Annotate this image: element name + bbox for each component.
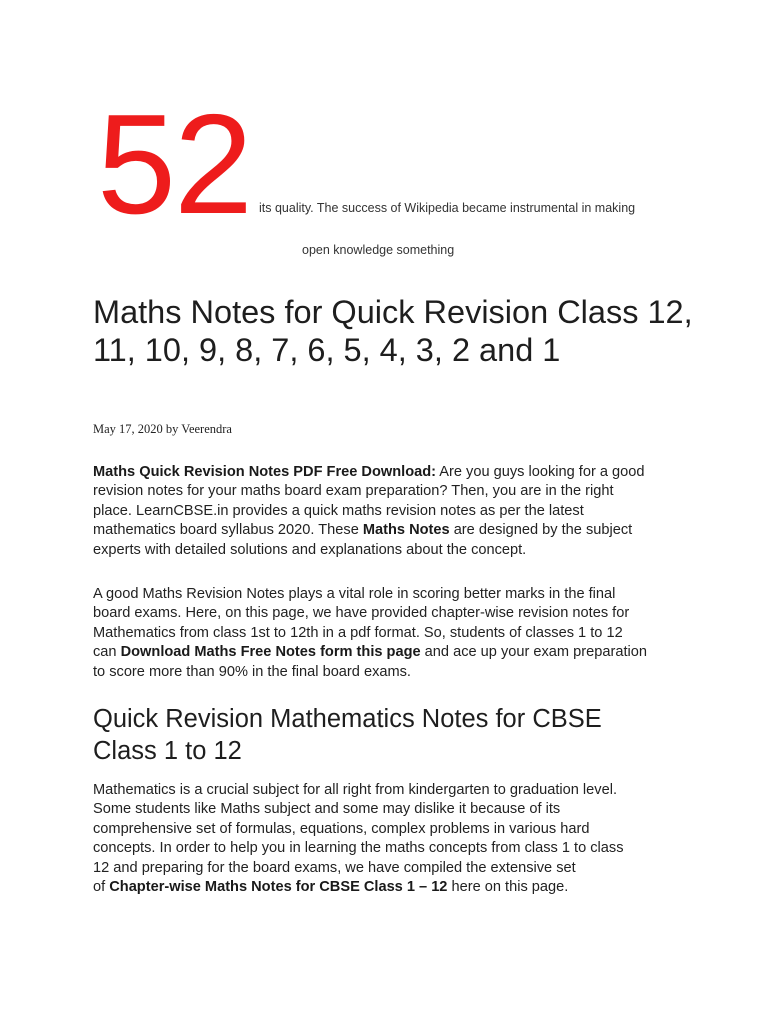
bold-download-phrase: Download Maths Free Notes form this page bbox=[120, 644, 421, 661]
paragraph-line: revision notes for your maths board exam preparation? Then, you are in the right bbox=[93, 483, 614, 500]
bold-notes-title: Chapter-wise Maths Notes for CBSE Class 1 – 12 bbox=[109, 879, 448, 896]
text-span: and ace up your exam preparation bbox=[420, 644, 647, 661]
paragraph-line: place. LearnCBSE.in provides a quick maths revision notes as per the latest bbox=[93, 502, 584, 519]
text-span: can bbox=[93, 644, 121, 661]
article-title: Maths Notes for Quick Revision Class 12, 11, 10, 9, 8, 7, 6, 5, 4, 3, 2 and 1 bbox=[93, 294, 693, 368]
paragraph-line: Mathematics is a crucial subject for all right from kindergarten to graduation level. bbox=[93, 782, 617, 798]
paragraph-line: Mathematics from class 1st to 12th in a pdf format. So, students of classes 1 to 12 bbox=[93, 624, 623, 641]
paragraph-line: concepts. In order to help you in learning the maths concepts from class 1 to class bbox=[93, 840, 624, 857]
paragraph-line: 12 and preparing for the board exams, we have compiled the extensive set bbox=[93, 859, 576, 876]
paragraph-line: board exams. Here, on this page, we have provided chapter-wise revision notes for bbox=[93, 605, 630, 622]
paragraph-intro bbox=[93, 463, 683, 560]
intro-text-line: its quality. The success of Wikipedia became instrumental in making bbox=[259, 201, 636, 215]
paragraph-subject-overview bbox=[93, 781, 683, 897]
paragraph-line bbox=[93, 463, 683, 482]
bold-term: Maths Notes bbox=[362, 522, 450, 539]
paragraph-line bbox=[93, 521, 683, 540]
paragraph-line: to score more than 90% in the final board exams. bbox=[93, 663, 411, 680]
paragraph-importance bbox=[93, 585, 683, 682]
text-span: Are you guys looking for a good bbox=[436, 464, 645, 480]
paragraph-line bbox=[93, 643, 683, 662]
heading-line: Quick Revision Mathematics Notes for CBSE bbox=[93, 705, 602, 733]
text-span: are designed by the subject bbox=[449, 522, 633, 539]
intro-text-line: open knowledge something bbox=[302, 243, 455, 257]
text-span: of bbox=[93, 879, 110, 896]
heading-line: Class 1 to 12 bbox=[93, 737, 242, 765]
paragraph-line: experts with detailed solutions and explanations about the concept. bbox=[93, 541, 527, 558]
section-heading bbox=[93, 703, 693, 767]
paragraph-line: Some students like Maths subject and some may dislike it because of its bbox=[93, 801, 561, 818]
text-span: here on this page. bbox=[447, 879, 569, 896]
paragraph-line: comprehensive set of formulas, equations, complex problems in various hard bbox=[93, 820, 590, 837]
text-span: mathematics board syllabus 2020. These bbox=[93, 522, 363, 539]
paragraph-line: A good Maths Revision Notes plays a vital role in scoring better marks in the final bbox=[93, 586, 616, 602]
paragraph-line bbox=[93, 878, 683, 897]
bold-lead-label: Maths Quick Revision Notes PDF Free Download: bbox=[93, 464, 437, 480]
page-number-large: 52 bbox=[97, 85, 251, 244]
article-byline: May 17, 2020 by Veerendra bbox=[93, 422, 232, 436]
